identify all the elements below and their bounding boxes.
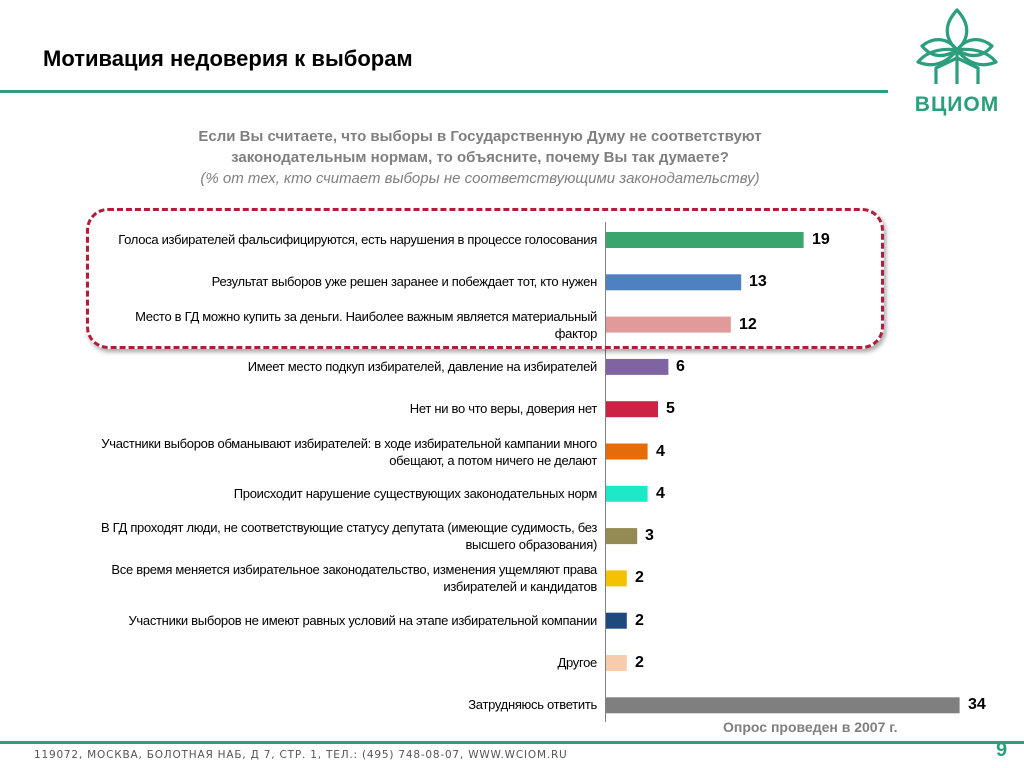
- category-label-4: Имеет место подкуп избирателей, давление на избирателей: [247, 359, 597, 374]
- bar-6: [606, 444, 648, 460]
- value-label-4: 6: [676, 358, 685, 375]
- value-label-8: 3: [645, 527, 654, 544]
- value-label-10: 2: [635, 612, 644, 629]
- category-label-5: Нет ни во что веры, доверия нет: [409, 401, 597, 416]
- bar-9: [606, 570, 627, 586]
- value-label-6: 4: [656, 443, 665, 460]
- value-label-5: 5: [666, 400, 675, 417]
- value-label-2: 13: [749, 273, 767, 290]
- category-label-6: Участники выборов обманывают избирателей: в ходе избирательной кампании много обещают, а потом ничего не делают: [101, 436, 597, 468]
- value-label-7: 4: [656, 485, 665, 502]
- category-label-12: Затрудняюсь ответить: [468, 697, 597, 712]
- value-label-1: 19: [812, 231, 830, 248]
- bar-12: [606, 697, 960, 713]
- bar-8: [606, 528, 637, 544]
- slide-title: Мотивация недоверия к выборам: [43, 46, 413, 71]
- question-line-1: Если Вы считаете, что выборы в Государственную Думу не соответствуют: [198, 128, 762, 145]
- value-label-12: 34: [968, 696, 986, 713]
- bar-7: [606, 486, 648, 502]
- footer-divider: [0, 741, 1024, 744]
- category-label-7: Происходит нарушение существующих законодательных норм: [233, 486, 597, 501]
- bar-11: [606, 655, 627, 671]
- highlight-frame: [86, 208, 884, 349]
- category-label-8: В ГД проходят люди, не соответствующие статусу депутата (имеющие судимость, без высшего образования): [100, 520, 597, 552]
- category-label-9: Все время меняется избирательное законодательство, изменения ущемляют права избирателей и кандидатов: [111, 562, 597, 594]
- footer-address: 119072, МОСКВА, БОЛОТНАЯ НАБ, Д 7, СТР. 1, ТЕЛ.: (495) 748-08-07, WWW.WCIOM.RU: [34, 749, 568, 761]
- bar-4: [606, 359, 668, 375]
- page-number: 9: [996, 739, 1008, 761]
- category-label-1: Голоса избирателей фальсифицируются, есть нарушения в процессе голосования: [118, 232, 597, 247]
- bar-10: [606, 613, 627, 629]
- category-label-3: Место в ГД можно купить за деньги. Наиболее важным является материальный фактор: [135, 309, 597, 341]
- value-label-3: 12: [739, 316, 757, 333]
- value-label-9: 2: [635, 569, 644, 586]
- bar-5: [606, 401, 658, 417]
- question-note: (% от тех, кто считает выборы не соответствующими законодательству): [200, 170, 760, 187]
- category-label-2: Результат выборов уже решен заранее и побеждает тот, кто нужен: [211, 274, 597, 289]
- survey-date-note: Опрос проведен в 2007 г.: [723, 719, 898, 735]
- question-line-2: законодательным нормам, то объясните, почему Вы так думаете?: [231, 149, 729, 166]
- value-label-11: 2: [635, 654, 644, 671]
- category-label-11: Другое: [557, 655, 597, 670]
- logo-text: ВЦИОМ: [914, 93, 1000, 116]
- category-label-10: Участники выборов не имеют равных условий на этапе избирательной компании: [128, 613, 597, 628]
